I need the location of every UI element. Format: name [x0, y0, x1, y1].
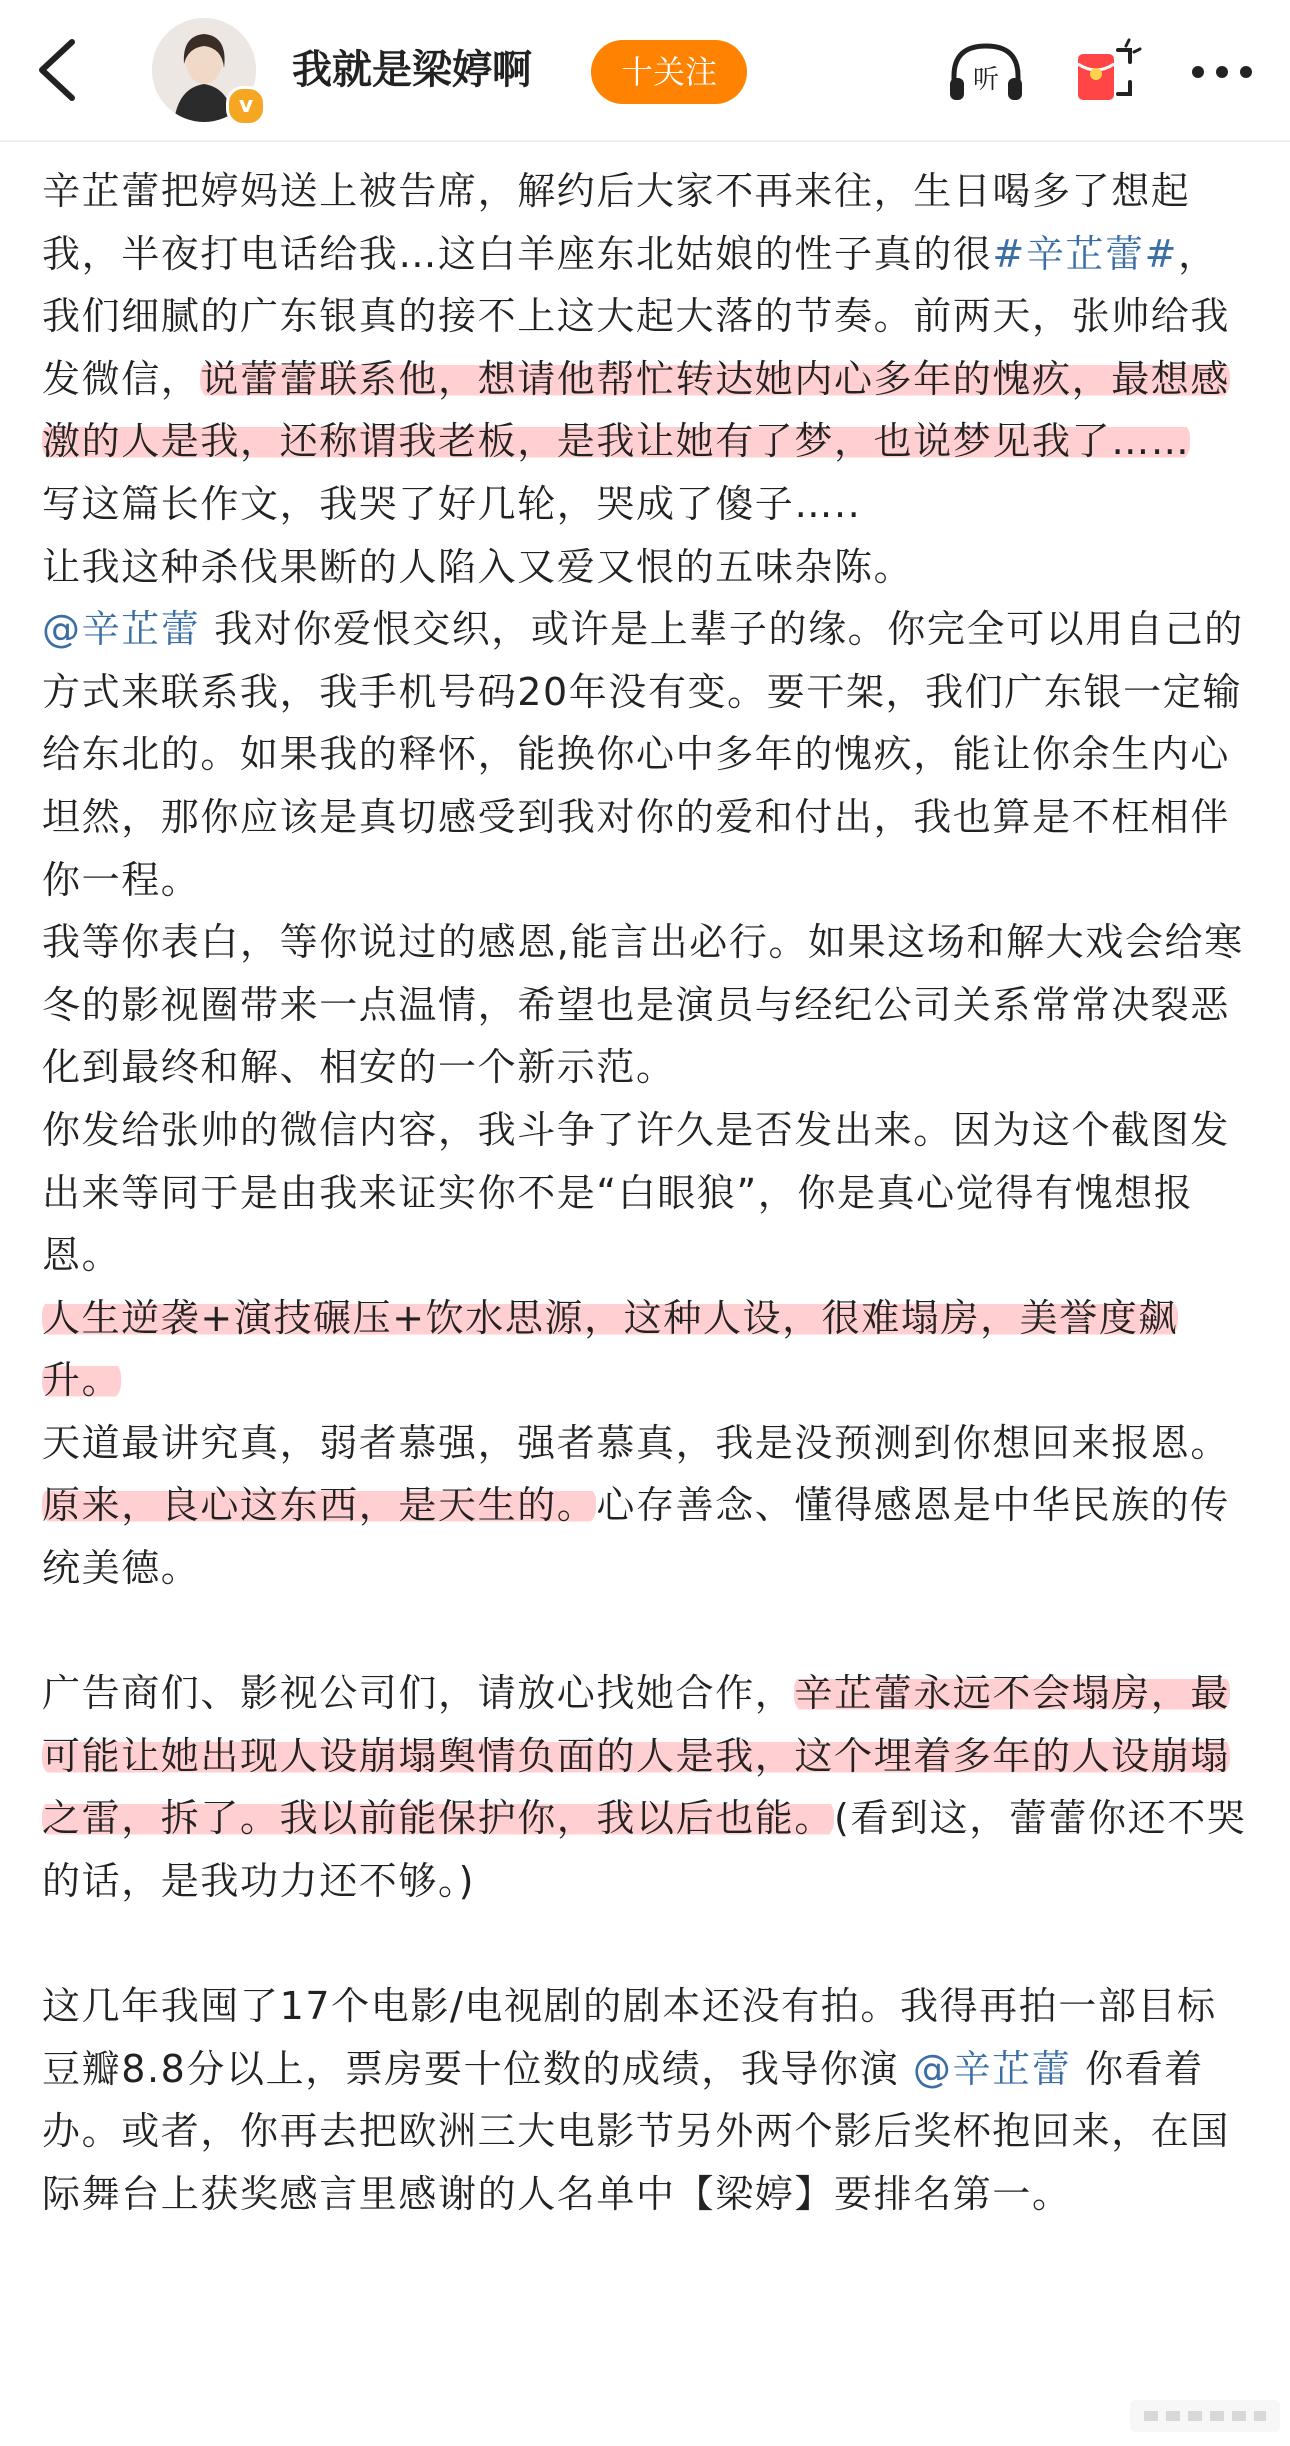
post-paragraph-4 [42, 598, 1252, 911]
more-dots-icon[interactable] [1180, 36, 1264, 108]
post-paragraph-5: 我等你表白，等你说过的感恩,能言出必行。如果这场和解大戏会给寒冬的影视圈带来一点温情，希望也是演员与经纪公司关系常常决裂恶化到最终和解、相安的一个新示范。 [42, 920, 1244, 1090]
post-paragraph-10 [42, 1662, 1252, 1912]
post-body [42, 160, 1252, 2226]
highlighted-text: 辛芷蕾永远不会塌房，最可能让她出现人设崩塌舆情负面的人是我，这个埋着多年的人设崩塌之雷，拆了。我以前能保护你，我以后也能。 [42, 1671, 1231, 1841]
post-text: (看到这，蕾蕾你还不哭的话，是我功力还不够。) [42, 1796, 1247, 1904]
post-text: 广告商们、影视公司们，请放心找她合作， [42, 1671, 795, 1716]
highlighted-text: 人生逆袭+演技碾压+饮水思源，这种人设，很难塌房，美誉度飙升。 [42, 1295, 1179, 1403]
chevron-left-icon[interactable] [28, 30, 88, 110]
post-paragraph-6: 你发给张帅的微信内容，我斗争了许久是否发出来。因为这个截图发出来等同于是由我来证实你不是“白眼狼”，你是真心觉得有愧想报恩。 [42, 1107, 1231, 1278]
paragraph-gap [42, 1600, 1252, 1663]
follow-button[interactable]: 十关注 [591, 40, 747, 104]
post-text: ，我们细腻的广东银真的接不上这大起大落的节奏。前两天，张帅给我发微信， [42, 231, 1231, 401]
post-paragraph-1 [42, 160, 1252, 473]
post-header [0, 0, 1290, 142]
post-text: 这几年我囤了17个电影/电视剧的剧本还没有拍。我得再拍一部目标豆瓣8.8分以上，票房要十位数的成绩，我导你演 [42, 1984, 1217, 2091]
watermark-image [1130, 2394, 1280, 2438]
post-text: 我对你爱恨交织，或许是上辈子的缘。你完全可以用自己的方式来联系我，我手机号码20年没有变。要干架，我们广东银一定输给东北的。如果我的释怀，能换你心中多年的愧疚，能让你余生内心坦然，那你应该是真切感受到我对你的爱和付出，我也算是不枉相伴你一程。 [42, 607, 1244, 902]
mention-link[interactable]: @辛芷蕾 [42, 607, 201, 652]
post-paragraph-7 [42, 1287, 1252, 1412]
highlighted-text: 说蕾蕾联系他，想请他帮忙转达她内心多年的愧疚，最想感激的人是我，还称谓我老板，是我让她有了梦，也说梦见我了…… [42, 356, 1231, 464]
highlighted-text: 原来，良心这东西，是天生的。 [42, 1483, 597, 1528]
post-text: 你看着办。或者，你再去把欧洲三大电影节另外两个影后奖杯抱回来，在国际舞台上获奖感言里感谢的人名单中【梁婷】要排名第一。 [42, 2046, 1231, 2216]
mention-link[interactable]: @辛芷蕾 [912, 2046, 1072, 2091]
post-paragraph-8: 天道最讲究真，弱者慕强，强者慕真，我是没预测到你想回来报恩。 [42, 1420, 1231, 1465]
post-paragraph-3: 让我这种杀伐果断的人陷入又爱又恨的五味杂陈。 [42, 544, 914, 589]
post-paragraph-2: 写这篇长作文，我哭了好几轮，哭成了傻子….. [42, 481, 862, 526]
paragraph-gap [42, 1913, 1252, 1976]
post-text: 辛芷蕾把婷妈送上被告席，解约后大家不再来往，生日喝多了想起我，半夜打电话给我…这白羊座东北姑娘的性子真的很 [42, 169, 1191, 276]
verified-v-badge-icon: v [226, 86, 266, 126]
headphones-listen-icon[interactable] [944, 36, 1028, 108]
post-paragraph-11 [42, 1975, 1252, 2225]
post-paragraph-9 [42, 1474, 1252, 1599]
red-envelope-icon[interactable] [1064, 36, 1148, 108]
listen-label: 听 [972, 65, 1000, 95]
hashtag-link[interactable]: #辛芷蕾# [992, 231, 1179, 276]
post-text: 心存善念、懂得感恩是中华民族的传统美德。 [42, 1483, 1231, 1591]
user-name[interactable]: 我就是梁婷啊 [292, 47, 532, 93]
